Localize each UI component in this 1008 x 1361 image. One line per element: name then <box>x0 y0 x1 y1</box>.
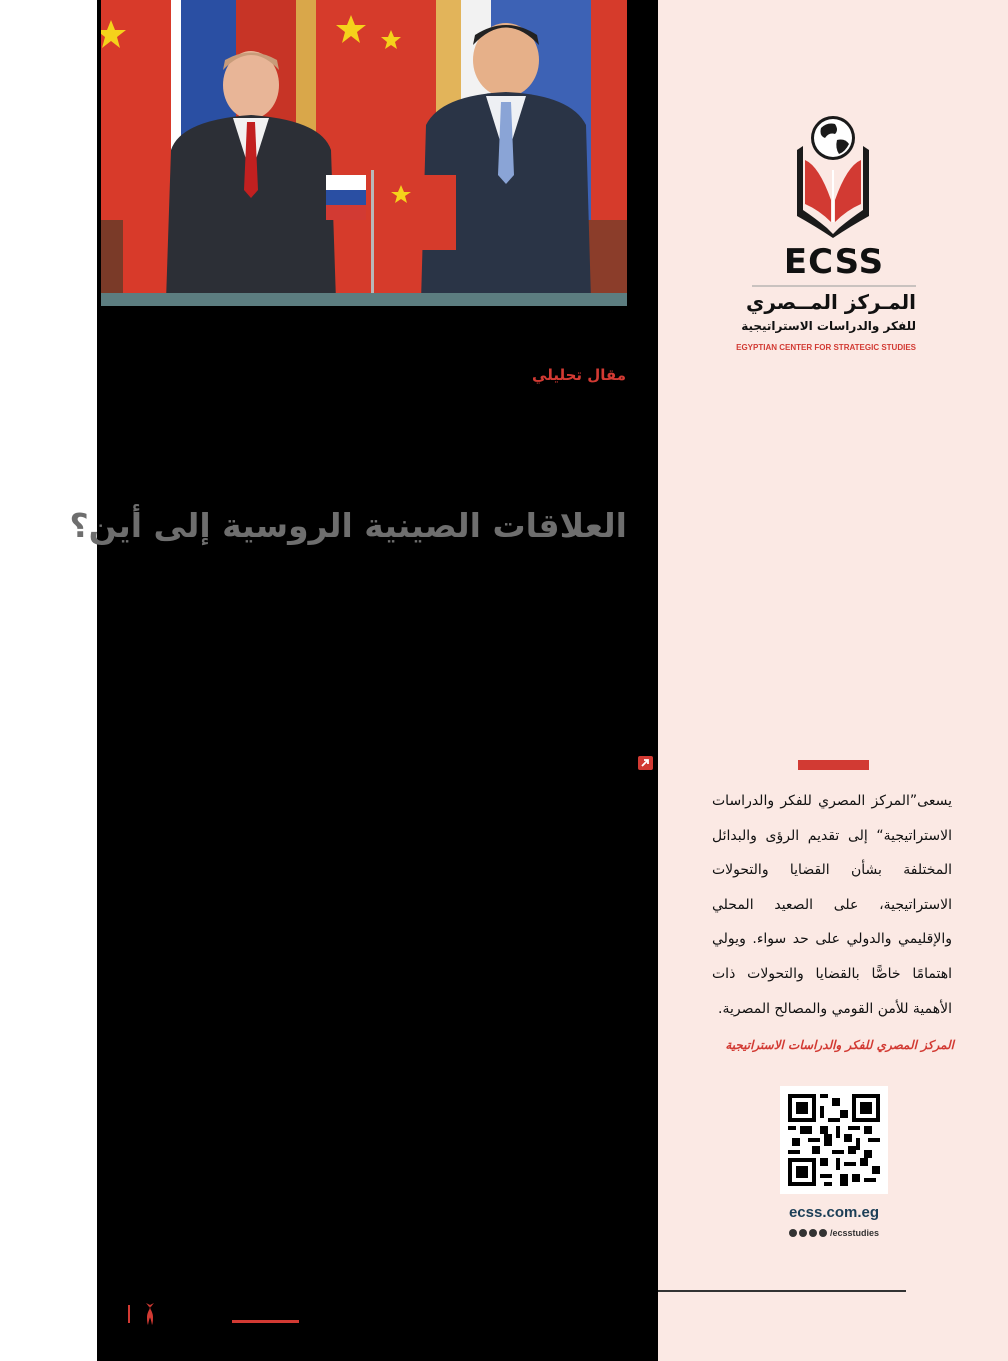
twitter-icon[interactable] <box>799 1229 807 1237</box>
brand-name-english: EGYPTIAN CENTER FOR STRATEGIC STUDIES <box>736 343 916 352</box>
side-accent-bar <box>798 760 869 770</box>
about-paragraph: يسعى”المركز المصري للفكر والدراسات الاستراتيجية“ إلى تقديم الرؤى والبدائل المختلفة بشأن القضايا والتحولات الاستراتيجية، على الصعيد المحلي والإقليمي والدولي على حد سواء. ويولي اهتمامًا خاصًّا بالقضايا والتحولات ذات الأهمية للأمن القومي والمصالح المصرية. <box>712 793 952 1017</box>
instagram-icon[interactable] <box>819 1229 827 1237</box>
brand-name-arabic: المـركز المــصري <box>745 290 916 314</box>
signature: المركز المصري للفكر والدراسات الاستراتيجية <box>725 1038 954 1052</box>
cover-photo <box>101 0 627 306</box>
brand-acronym: ECSS <box>783 242 885 282</box>
social-links <box>760 1228 908 1238</box>
social-handle[interactable]: /ecsstudies <box>829 1228 880 1238</box>
qr-code-icon <box>788 1094 880 1186</box>
footer-divider <box>658 1290 906 1292</box>
external-link-icon[interactable] <box>638 756 653 770</box>
footer-accent-bar <box>232 1320 299 1323</box>
facebook-icon[interactable] <box>789 1229 797 1237</box>
cover-photo-illustration <box>101 0 627 301</box>
qr-code[interactable] <box>780 1086 888 1194</box>
footer-logo-icon <box>128 1301 160 1327</box>
article-category-label: مقال تحليلي <box>532 366 626 384</box>
brand-tagline-arabic: للفكر والدراسات الاستراتيجية <box>741 319 916 333</box>
left-margin <box>0 0 97 1361</box>
arrow-up-right-icon <box>638 756 653 770</box>
article-title: العلاقات الصينية الروسية إلى أين؟ <box>69 506 627 545</box>
youtube-icon[interactable] <box>809 1229 817 1237</box>
website-link[interactable]: ecss.com.eg <box>788 1204 880 1221</box>
ecss-globe-book-icon <box>795 110 871 240</box>
